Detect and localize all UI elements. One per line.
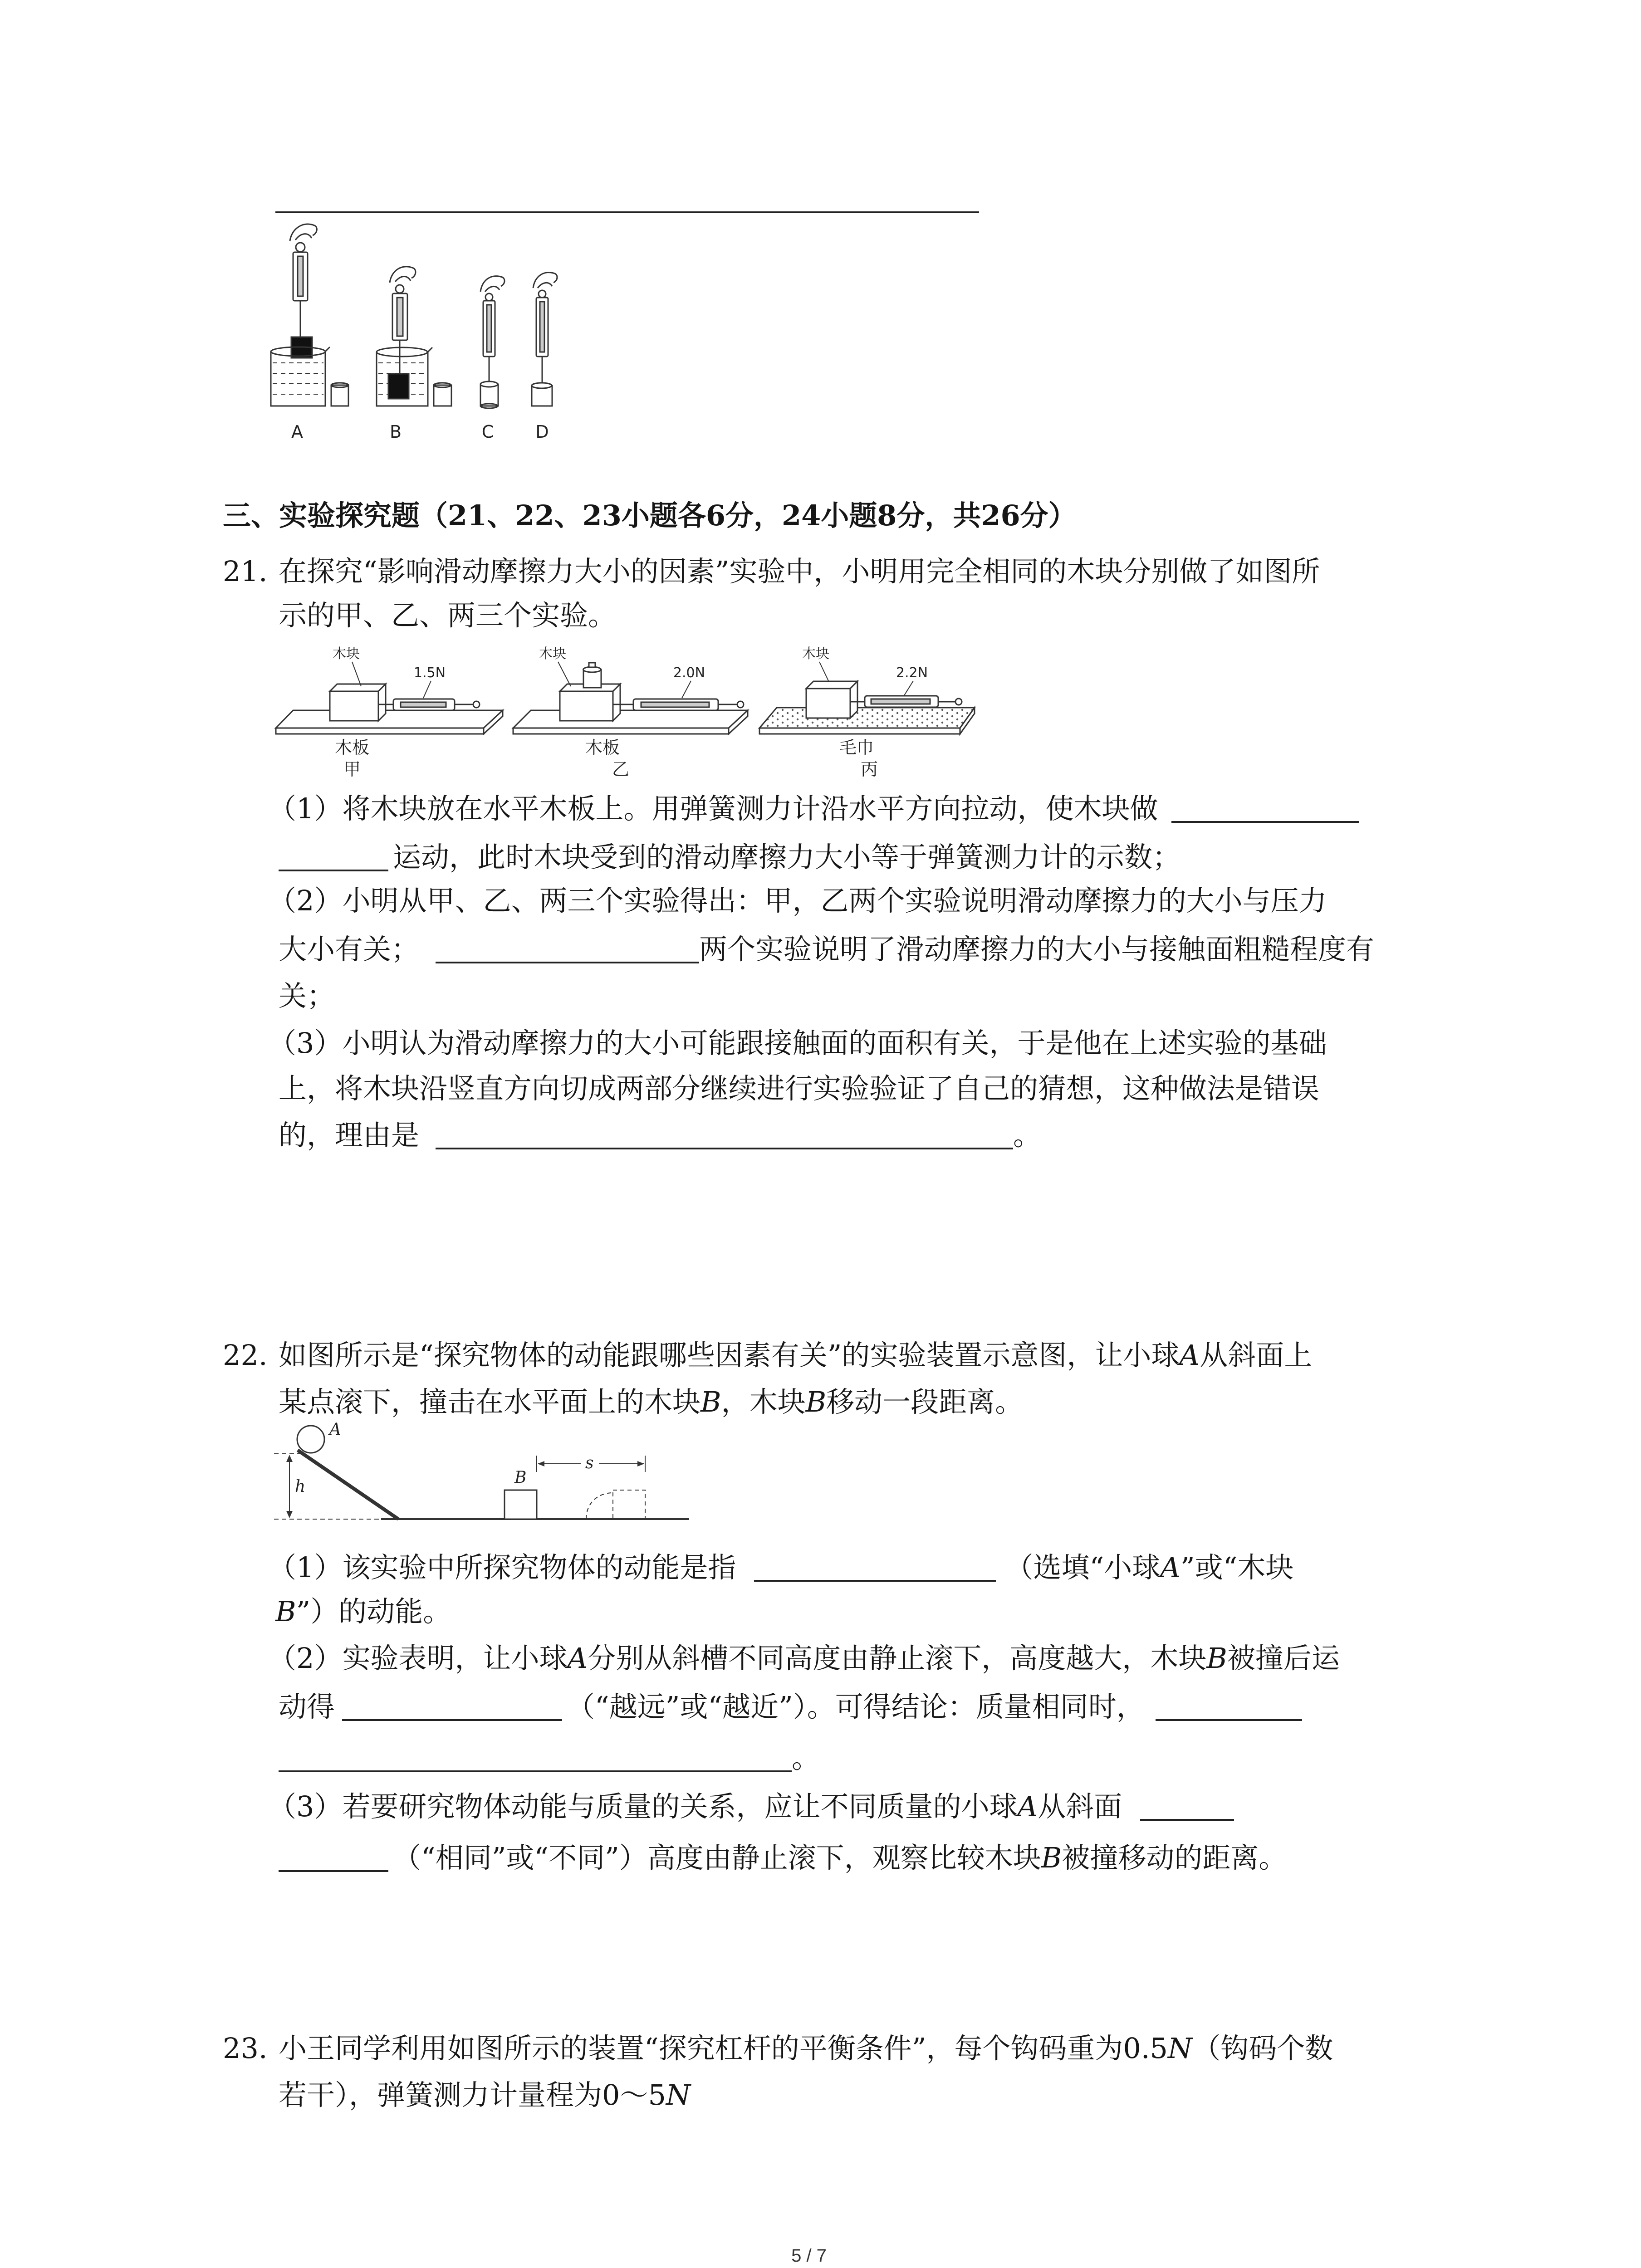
- question-number: 22.: [223, 1339, 268, 1372]
- question-text: （3）若要研究物体动能与质量的关系，应让不同质量的小球A从斜面: [268, 1790, 1122, 1823]
- surface-label: 木板: [585, 738, 620, 758]
- question-text: （“相同”或“不同”）高度由静止滚下，观察比较木块B被撞移动的距离。: [393, 1841, 1287, 1874]
- answer-blank: [1171, 793, 1359, 823]
- spring-scale-d: [532, 273, 557, 406]
- question-text: （1）将木块放在水平木板上。用弹簧测力计沿水平方向拉动，使木块做: [268, 792, 1158, 825]
- q22-part3-line: [268, 1784, 1234, 1829]
- spring-scale-b: [377, 267, 451, 406]
- q21-part2-line: [279, 927, 1374, 972]
- answer-blank: [436, 1119, 1013, 1149]
- setup-name: 乙: [612, 759, 630, 779]
- answer-blank: [1140, 1791, 1234, 1821]
- figure-label-b: B: [389, 422, 402, 442]
- scale-reading: 1.5N: [413, 665, 446, 681]
- q22-part3-line: [279, 1835, 1287, 1881]
- q21-part2-line: 关；: [279, 979, 335, 1012]
- q21-part3-line: 上，将木块沿竖直方向切成两部分继续进行实验验证了自己的猜想，这种做法是错误: [279, 1072, 1320, 1105]
- answer-blank: [279, 841, 388, 871]
- question-text: 的，理由是: [279, 1119, 420, 1152]
- setup-yi: [513, 662, 748, 734]
- question-text: 大小有关；: [279, 933, 420, 966]
- q21-part2-line: （2）小明从甲、乙、两三个实验得出：甲，乙两个实验说明滑动摩擦力的大小与压力: [268, 884, 1327, 917]
- spring-scale-figure: [264, 220, 564, 445]
- block-label: 木块: [802, 646, 829, 662]
- distance-label: s: [585, 1454, 594, 1472]
- kinetic-energy-figure: [271, 1421, 692, 1531]
- friction-experiment-figure: [271, 645, 975, 781]
- answer-blank: [279, 1842, 388, 1872]
- answer-blank: [275, 211, 979, 213]
- block-label: 木块: [333, 646, 360, 662]
- q23-stem-line: 若干），弹簧测力计量程为0～5N: [279, 2078, 691, 2112]
- block-label: 木块: [539, 646, 566, 662]
- question-text: （“越远”或“越近”）。可得结论：质量相同时，: [567, 1690, 1145, 1723]
- question-text: 。: [1013, 1119, 1042, 1152]
- q21-stem-line: 在探究“影响滑动摩擦力大小的因素”实验中，小明用完全相同的木块分别做了如图所: [279, 555, 1320, 588]
- q23-stem-line: 小王同学利用如图所示的装置“探究杠杆的平衡条件”，每个钩码重为0.5N（钩码个数: [279, 2032, 1333, 2065]
- answer-blank: [1156, 1691, 1302, 1721]
- section-heading: 三、实验探究题（21、22、23小题各6分，24小题8分，共26分）: [223, 499, 1077, 532]
- question-text: 运动，此时木块受到的滑动摩擦力大小等于弹簧测力计的示数；: [393, 841, 1181, 874]
- answer-blank: [436, 934, 699, 963]
- scale-reading: 2.0N: [673, 665, 705, 681]
- q21-part1-line: [279, 835, 1181, 880]
- q22-part1-line: B”）的动能。: [275, 1595, 451, 1628]
- scale-reading: 2.2N: [896, 665, 928, 681]
- q21-part3-line: [279, 1113, 1041, 1158]
- q22-part2-line: （2）实验表明，让小球A分别从斜槽不同高度由静止滚下，高度越大，木块B被撞后运: [268, 1642, 1340, 1675]
- q21-part1-line: [268, 786, 1359, 831]
- question-text: （选填“小球A”或“木块: [1005, 1551, 1294, 1584]
- block-label: B: [514, 1468, 527, 1487]
- q22-part2-line: [279, 1684, 1302, 1730]
- spring-scale-c: [480, 276, 505, 408]
- q21-stem-line: 示的甲、乙、两三个实验。: [279, 599, 617, 632]
- answer-blank: [279, 1742, 792, 1772]
- page-number: 5 / 7: [791, 2246, 827, 2266]
- ramp: [298, 1450, 398, 1519]
- q22-stem-line: 如图所示是“探究物体的动能跟哪些因素有关”的实验装置示意图，让小球A从斜面上: [279, 1339, 1313, 1372]
- ball-label: A: [329, 1420, 341, 1439]
- surface-label: 木板: [334, 738, 370, 758]
- setup-name: 丙: [860, 759, 878, 779]
- ball: [297, 1426, 324, 1453]
- q22-part2-line: [279, 1735, 820, 1781]
- figure-label-c: C: [481, 422, 494, 442]
- spring-scale-a: [271, 224, 348, 406]
- height-label: h: [295, 1477, 306, 1496]
- answer-blank: [342, 1691, 562, 1721]
- question-text: （1）该实验中所探究物体的动能是指: [268, 1551, 736, 1584]
- q21-part3-line: （3）小明认为滑动摩擦力的大小可能跟接触面的面积有关，于是他在上述实验的基础: [268, 1026, 1327, 1060]
- question-text: 。: [792, 1741, 820, 1774]
- question-number: 21.: [223, 555, 268, 588]
- block: [505, 1490, 537, 1519]
- question-number: 23.: [223, 2032, 268, 2065]
- q22-stem-line: 某点滚下，撞击在水平面上的木块B，木块B移动一段距离。: [279, 1385, 1024, 1418]
- q22-part1-line: [268, 1545, 1293, 1590]
- figure-label-d: D: [535, 422, 549, 442]
- setup-jia: [276, 662, 503, 734]
- setup-name: 甲: [343, 759, 361, 779]
- block-moved: [613, 1490, 645, 1519]
- question-text: 两个实验说明了滑动摩擦力的大小与接触面粗糙程度有: [699, 933, 1375, 966]
- setup-bing: [759, 662, 975, 734]
- figure-label-a: A: [291, 422, 303, 442]
- answer-blank: [754, 1552, 996, 1582]
- surface-label: 毛巾: [839, 738, 874, 758]
- question-text: 动得: [279, 1690, 335, 1723]
